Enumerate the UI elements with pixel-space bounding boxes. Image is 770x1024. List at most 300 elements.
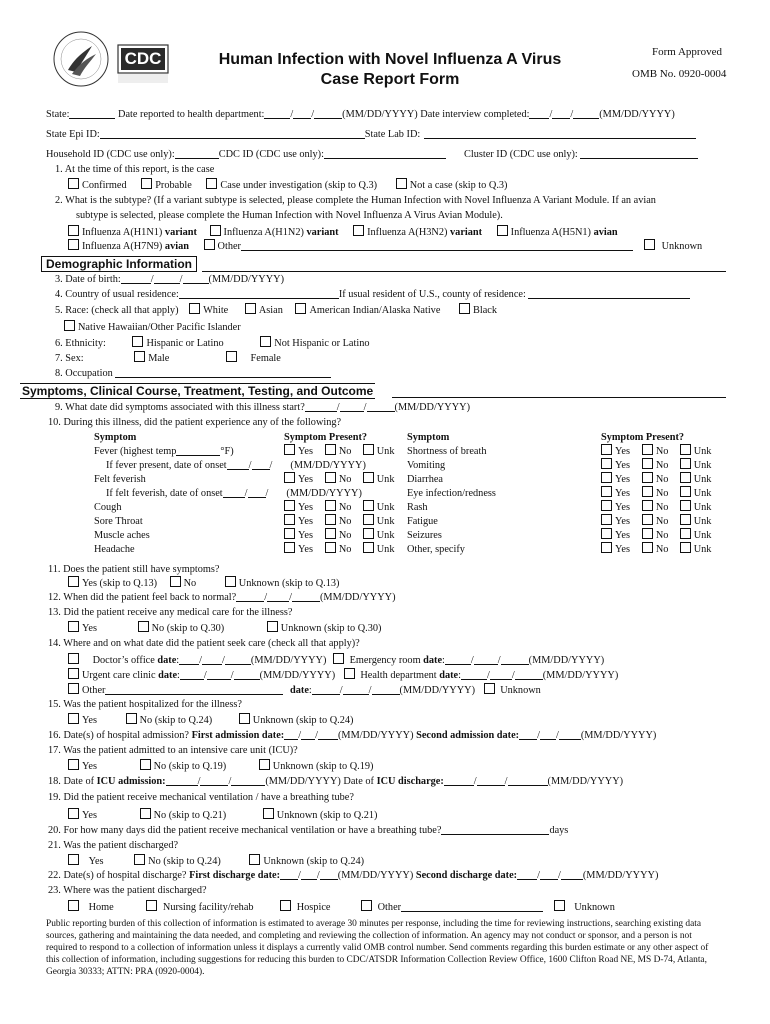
q21-no[interactable]: No (skip to Q.24): [134, 856, 221, 867]
q19-yes[interactable]: Yes: [68, 810, 97, 821]
q16-row: 16. Date(s) of hospital admission? First admission date: / / (MM/DD/YYYY) Second admission date: / / (MM/DD/YYYY): [48, 730, 657, 741]
symptom-table: [92, 430, 722, 556]
col-present: Symptom Present?: [284, 431, 368, 443]
symptom-label: Headache: [94, 543, 135, 555]
q2-other[interactable]: Other: [204, 241, 241, 252]
adm1-yyyy[interactable]: [318, 729, 338, 740]
checkbox[interactable]: [239, 713, 250, 724]
q2-h1n2[interactable]: Influenza A(H1N2) variant: [210, 227, 339, 238]
left-2-no[interactable]: No: [323, 472, 361, 486]
hd-dd[interactable]: [490, 669, 512, 680]
q14-er[interactable]: Emergency room date: / / (MM/DD/YYYY): [333, 655, 604, 666]
q23-home[interactable]: Home: [68, 902, 114, 913]
checkbox[interactable]: [263, 808, 274, 819]
symptom-label-right: Fatigue: [406, 515, 438, 527]
right-3-no[interactable]: No: [640, 486, 678, 500]
checkbox[interactable]: [126, 713, 137, 724]
left-0-yes[interactable]: Yes: [282, 444, 323, 458]
doctor-dd[interactable]: [202, 654, 222, 665]
state-lab-id-field[interactable]: [424, 128, 696, 139]
er-mm[interactable]: [445, 654, 471, 665]
checkbox[interactable]: [363, 542, 374, 553]
checkbox[interactable]: [210, 225, 221, 236]
normal-yyyy[interactable]: [292, 591, 320, 602]
checkbox[interactable]: [680, 472, 691, 483]
checkbox[interactable]: [680, 514, 691, 525]
q22-row: 22. Date(s) of hospital discharge? First discharge date: / / (MM/DD/YYYY) Second discharge date: / / (MM/DD/YYYY): [48, 870, 659, 881]
onset-mm[interactable]: [223, 487, 245, 498]
checkbox[interactable]: [68, 808, 79, 819]
symptom-label-right: Seizures: [406, 529, 442, 541]
checkbox[interactable]: [601, 444, 612, 455]
checkbox[interactable]: [284, 500, 295, 511]
checkbox[interactable]: [68, 178, 79, 189]
left-4-unk[interactable]: Unk: [361, 500, 405, 514]
right-6-yes[interactable]: Yes: [599, 528, 640, 542]
race-aian[interactable]: American Indian/Alaska Native: [295, 305, 440, 316]
right-2-unk[interactable]: Unk: [678, 472, 722, 486]
left-6-no[interactable]: No: [323, 528, 361, 542]
q17-unknown[interactable]: Unknown (skip to Q.19): [259, 761, 374, 772]
checkbox[interactable]: [361, 900, 372, 911]
q18-row: 18. Date of ICU admission: / / (MM/DD/YYYY) Date of ICU discharge: / / (MM/DD/YYYY): [48, 776, 624, 787]
checkbox[interactable]: [642, 514, 653, 525]
onset-yyyy[interactable]: [272, 460, 290, 470]
checkbox[interactable]: [284, 514, 295, 525]
col-present-right: Symptom Present?: [600, 431, 685, 443]
right-4-no[interactable]: No: [640, 500, 678, 514]
burden-statement: Public reporting burden of this collection of information is estimated to average 30 minutes per response, including the time for reviewing instructions, searching existing data sources, gathering and maintaining the data needed, and completing and reviewing the collection of information. An agency may not conduct or sponsor, and a person is not required to respond to a collection of information unless it displays a currently valid OMB control number. Send comments regarding this burden estimate or any other aspect of this collection of information, including suggestions for reducing this burden to CDC/ATSDR Information Collection Review Office, 1600 Clifton Road NE, MS D-74, Atlanta, Georgia 30333; ATTN: PRA (0920-0004).: [46, 919, 709, 977]
q23-unknown[interactable]: Unknown: [554, 902, 615, 913]
checkbox[interactable]: [68, 759, 79, 770]
normal-dd[interactable]: [267, 591, 289, 602]
checkbox[interactable]: [644, 239, 655, 250]
er-yyyy[interactable]: [501, 654, 529, 665]
checkbox[interactable]: [225, 576, 236, 587]
checkbox[interactable]: [680, 500, 691, 511]
checkbox[interactable]: [146, 900, 157, 911]
icu-dis-mm[interactable]: [444, 775, 474, 786]
symptom-label-right: Eye infection/redness: [406, 487, 496, 499]
race-asian[interactable]: Asian: [245, 305, 283, 316]
q2-unknown[interactable]: Unknown: [644, 241, 703, 252]
table-row: [92, 528, 722, 542]
checkbox[interactable]: [134, 854, 145, 865]
checkbox[interactable]: [140, 808, 151, 819]
checkbox[interactable]: [68, 576, 79, 587]
date-reported-field[interactable]: [264, 108, 290, 119]
q14-unknown[interactable]: Unknown: [484, 685, 541, 696]
q2-h1n1[interactable]: Influenza A(H1N1) variant: [68, 227, 197, 238]
symptom-label: Felt feverish: [94, 473, 146, 485]
checkbox[interactable]: [280, 900, 291, 911]
race-black[interactable]: Black: [459, 305, 497, 316]
adm1-mm[interactable]: [284, 729, 298, 740]
left-4-no[interactable]: No: [323, 500, 361, 514]
q19-text: 19. Did the patient receive mechanical ventilation / have a breathing tube?: [48, 792, 354, 803]
icu-adm-yyyy[interactable]: [231, 775, 265, 786]
q21-options: [68, 854, 364, 868]
icu-dis-yyyy[interactable]: [508, 775, 548, 786]
left-6-yes[interactable]: Yes: [282, 528, 323, 542]
checkbox[interactable]: [459, 303, 470, 314]
q11-unknown[interactable]: Unknown (skip to Q.13): [225, 578, 340, 589]
checkbox[interactable]: [138, 621, 149, 632]
occupation-field[interactable]: [115, 367, 331, 378]
right-6-no[interactable]: No: [640, 528, 678, 542]
onset-yyyy[interactable]: [268, 488, 286, 498]
checkbox[interactable]: [554, 900, 565, 911]
symptom-onset-date: If fever present, date of onset / / (MM/DD/YYYY): [106, 459, 366, 471]
right-1-unk[interactable]: Unk: [678, 458, 722, 472]
q13-no[interactable]: No (skip to Q.30): [138, 623, 225, 634]
checkbox[interactable]: [245, 303, 256, 314]
checkbox[interactable]: [484, 683, 495, 694]
page-title: [180, 50, 600, 90]
household-id-field[interactable]: [175, 148, 219, 159]
table-row: [92, 500, 722, 514]
right-4-unk[interactable]: Unk: [678, 500, 722, 514]
q3-row: 3. Date of birth: / / (MM/DD/YYYY): [55, 274, 285, 285]
sex-female[interactable]: Female: [226, 353, 281, 364]
q2-line2: subtype is selected, please complete the Human Infection with Novel Influenza A Virus Avian Module).: [76, 210, 503, 221]
dob-yyyy[interactable]: [183, 273, 209, 284]
right-4-yes[interactable]: Yes: [599, 500, 640, 514]
icu-adm-mm[interactable]: [166, 775, 198, 786]
highest-temp-field[interactable]: [176, 445, 220, 456]
q15-options: [68, 713, 353, 727]
q15-unknown[interactable]: Unknown (skip to Q.24): [239, 715, 354, 726]
section-symptoms: Symptoms, Clinical Course, Treatment, Testing, and Outcome: [22, 384, 374, 398]
date-reported-dd[interactable]: [293, 108, 311, 119]
checkbox[interactable]: [601, 514, 612, 525]
q8-row: 8. Occupation: [55, 367, 331, 380]
q11-options: [68, 576, 339, 590]
q19-no[interactable]: No (skip to Q.21): [140, 810, 227, 821]
q21-unknown[interactable]: Unknown (skip to Q.24): [249, 856, 364, 867]
left-5-no[interactable]: No: [323, 514, 361, 528]
section-demographic: Demographic Information: [41, 256, 197, 272]
symptom-label-right: Vomiting: [406, 459, 446, 471]
county-field[interactable]: [528, 288, 690, 299]
q23-hospice[interactable]: Hospice: [280, 902, 330, 913]
q15-yes[interactable]: Yes: [68, 715, 97, 726]
left-5-unk[interactable]: Unk: [361, 514, 405, 528]
checkbox[interactable]: [601, 472, 612, 483]
q2-row1: [68, 225, 618, 239]
date-interview-yyyy[interactable]: [573, 108, 599, 119]
right-6-unk[interactable]: Unk: [678, 528, 722, 542]
q13-options: [68, 621, 381, 635]
checkbox[interactable]: [601, 500, 612, 511]
checkbox[interactable]: [642, 528, 653, 539]
onset-mm[interactable]: [227, 459, 249, 470]
q15-no[interactable]: No (skip to Q.24): [126, 715, 213, 726]
dis1-yyyy[interactable]: [320, 869, 338, 880]
adm1-dd[interactable]: [301, 729, 315, 740]
q13-text: 13. Did the patient receive any medical care for the illness?: [48, 607, 293, 618]
row-household: Household ID (CDC use only): CDC ID (CDC use only): Cluster ID (CDC use only):: [46, 148, 698, 161]
checkbox[interactable]: [189, 303, 200, 314]
checkbox[interactable]: [68, 900, 79, 911]
table-row: [92, 458, 722, 472]
adm2-yyyy[interactable]: [559, 729, 581, 740]
checkbox[interactable]: [333, 653, 344, 664]
cluster-id-field[interactable]: [580, 148, 698, 159]
checkbox[interactable]: [363, 444, 374, 455]
left-4-yes[interactable]: Yes: [282, 500, 323, 514]
right-2-yes[interactable]: Yes: [599, 472, 640, 486]
checkbox[interactable]: [680, 542, 691, 553]
vent-days-field[interactable]: [441, 824, 549, 835]
ethnicity-not-hispanic[interactable]: Not Hispanic or Latino: [260, 338, 369, 349]
checkbox[interactable]: [396, 178, 407, 189]
hd-mm[interactable]: [461, 669, 487, 680]
onset-yyyy[interactable]: [367, 401, 395, 412]
checkbox[interactable]: [260, 336, 271, 347]
checkbox[interactable]: [363, 528, 374, 539]
checkbox[interactable]: [226, 351, 237, 362]
checkbox[interactable]: [140, 759, 151, 770]
checkbox[interactable]: [325, 500, 336, 511]
checkbox[interactable]: [353, 225, 364, 236]
q15-text: 15. Was the patient hospitalized for the illness?: [48, 699, 243, 710]
checkbox[interactable]: [68, 225, 79, 236]
onset-mm[interactable]: [305, 401, 337, 412]
checkbox[interactable]: [344, 668, 355, 679]
q21-yes[interactable]: Yes: [68, 856, 104, 867]
checkbox[interactable]: [68, 621, 79, 632]
section-rule: [392, 397, 726, 398]
q2-line1: 2. What is the subtype? (If a variant subtype is selected, please complete the Human Infection with Novel Influenza A Variant Module. If an avian: [55, 195, 656, 206]
checkbox[interactable]: [680, 528, 691, 539]
q2-h3n2[interactable]: Influenza A(H3N2) variant: [353, 227, 482, 238]
cdc-id-field[interactable]: [324, 148, 446, 159]
q2-h5n1[interactable]: Influenza A(H5N1) avian: [497, 227, 618, 238]
symptom-label: Cough: [94, 501, 122, 513]
hhs-seal-logo: [52, 30, 110, 88]
checkbox[interactable]: [68, 653, 79, 664]
checkbox[interactable]: [497, 225, 508, 236]
q4-row: 4. Country of usual residence: If usual resident of U.S., county of residence:: [55, 288, 690, 301]
checkbox[interactable]: [642, 500, 653, 511]
row-epi: State Epi ID: State Lab ID:: [46, 128, 696, 141]
dis2-dd[interactable]: [540, 869, 558, 880]
ethnicity-hispanic[interactable]: Hispanic or Latino: [132, 338, 223, 349]
checkbox[interactable]: [170, 576, 181, 587]
checkbox[interactable]: [68, 668, 79, 679]
checkbox[interactable]: [206, 178, 217, 189]
q14-other-field[interactable]: [105, 684, 283, 695]
onset-dd[interactable]: [248, 487, 266, 498]
checkbox[interactable]: [642, 472, 653, 483]
symptom-onset-date: If felt feverish, date of onset / / (MM/DD/YYYY): [106, 487, 362, 499]
right-7-yes[interactable]: Yes: [599, 542, 640, 556]
q2-other-field[interactable]: [241, 240, 633, 251]
er-dd[interactable]: [474, 654, 498, 665]
checkbox[interactable]: [325, 542, 336, 553]
checkbox[interactable]: [284, 472, 295, 483]
other-mm[interactable]: [312, 684, 340, 695]
symptom-label: Fever (highest temp °F): [94, 445, 234, 457]
q23-other[interactable]: Other: [361, 902, 543, 913]
date-interview-field[interactable]: [529, 108, 549, 119]
q11-no[interactable]: No: [170, 578, 197, 589]
country-field[interactable]: [179, 288, 339, 299]
checkbox[interactable]: [68, 683, 79, 694]
date-interview-dd[interactable]: [552, 108, 570, 119]
checkbox[interactable]: [363, 514, 374, 525]
left-0-unk[interactable]: Unk: [361, 444, 405, 458]
q2-h7n9[interactable]: Influenza A(H7N9) avian: [68, 241, 189, 252]
other-dd[interactable]: [343, 684, 369, 695]
checkbox[interactable]: [134, 351, 145, 362]
dis2-yyyy[interactable]: [561, 869, 583, 880]
checkbox[interactable]: [284, 542, 295, 553]
right-7-no[interactable]: No: [640, 542, 678, 556]
hd-yyyy[interactable]: [515, 669, 543, 680]
checkbox[interactable]: [284, 528, 295, 539]
checkbox[interactable]: [68, 854, 79, 865]
q14-other[interactable]: Other: [68, 685, 283, 696]
q5-row: 5. Race: (check all that apply) White Asian American Indian/Alaska Native Black: [55, 305, 498, 316]
checkbox[interactable]: [141, 178, 152, 189]
checkbox[interactable]: [295, 303, 306, 314]
urgent-dd[interactable]: [207, 669, 231, 680]
checkbox[interactable]: [601, 458, 612, 469]
right-0-no[interactable]: No: [640, 444, 678, 458]
symptom-label-right: Other, specify: [406, 543, 465, 555]
symptom-label: Sore Throat: [94, 515, 143, 527]
q21-text: 21. Was the patient discharged?: [48, 840, 179, 851]
sex-male[interactable]: Male: [134, 353, 169, 364]
icu-adm-dd[interactable]: [200, 775, 228, 786]
checkbox[interactable]: [284, 444, 295, 455]
right-1-no[interactable]: No: [640, 458, 678, 472]
checkbox[interactable]: [325, 444, 336, 455]
normal-mm[interactable]: [236, 591, 264, 602]
doctor-mm[interactable]: [179, 654, 199, 665]
right-0-unk[interactable]: Unk: [678, 444, 722, 458]
left-2-yes[interactable]: Yes: [282, 472, 323, 486]
q1-under-investigation[interactable]: Case under investigation (skip to Q.3): [206, 180, 377, 191]
urgent-yyyy[interactable]: [234, 669, 260, 680]
checkbox[interactable]: [325, 472, 336, 483]
checkbox[interactable]: [325, 514, 336, 525]
right-2-no[interactable]: No: [640, 472, 678, 486]
race-white[interactable]: White: [189, 305, 228, 316]
checkbox[interactable]: [68, 239, 79, 250]
title-line-2: Case Report Form: [320, 71, 460, 88]
q19-unknown[interactable]: Unknown (skip to Q.21): [263, 810, 378, 821]
q2-row2: [68, 239, 702, 253]
other-yyyy[interactable]: [372, 684, 400, 695]
race-nhpi[interactable]: Native Hawaiian/Other Pacific Islander: [64, 320, 241, 334]
q17-no[interactable]: No (skip to Q.19): [140, 761, 227, 772]
checkbox[interactable]: [601, 528, 612, 539]
dis1-dd[interactable]: [301, 869, 317, 880]
checkbox[interactable]: [363, 500, 374, 511]
q14-urgent[interactable]: Urgent care clinic date: / / (MM/DD/YYYY): [68, 670, 335, 681]
adm2-dd[interactable]: [540, 729, 556, 740]
left-6-unk[interactable]: Unk: [361, 528, 405, 542]
adm2-mm[interactable]: [519, 729, 537, 740]
icu-dis-dd[interactable]: [477, 775, 505, 786]
left-7-unk[interactable]: Unk: [361, 542, 405, 556]
right-5-yes[interactable]: Yes: [599, 514, 640, 528]
right-5-no[interactable]: No: [640, 514, 678, 528]
checkbox[interactable]: [68, 713, 79, 724]
state-epi-id-field[interactable]: [100, 128, 365, 139]
right-0-yes[interactable]: Yes: [599, 444, 640, 458]
checkbox[interactable]: [680, 444, 691, 455]
q13-unknown[interactable]: Unknown (skip to Q.30): [267, 623, 382, 634]
state-field[interactable]: [69, 108, 115, 119]
cdc-logo: [117, 44, 169, 84]
q1-confirmed[interactable]: Confirmed: [68, 180, 127, 191]
q23-other-field[interactable]: [401, 901, 543, 912]
checkbox[interactable]: [601, 486, 612, 497]
checkbox[interactable]: [642, 458, 653, 469]
dis1-mm[interactable]: [280, 869, 298, 880]
q17-yes[interactable]: Yes: [68, 761, 97, 772]
q14-health-dept[interactable]: Health department date: / / (MM/DD/YYYY): [344, 670, 619, 681]
form-approved: Form Approved: [652, 46, 722, 58]
checkbox[interactable]: [642, 444, 653, 455]
left-2-unk[interactable]: Unk: [361, 472, 405, 486]
checkbox[interactable]: [249, 854, 260, 865]
checkbox[interactable]: [204, 239, 215, 250]
doctor-yyyy[interactable]: [225, 654, 251, 665]
left-7-yes[interactable]: Yes: [282, 542, 323, 556]
left-7-no[interactable]: No: [323, 542, 361, 556]
right-1-yes[interactable]: Yes: [599, 458, 640, 472]
dob-mm[interactable]: [121, 273, 151, 284]
left-5-yes[interactable]: Yes: [282, 514, 323, 528]
q23-nursing[interactable]: Nursing facility/rehab: [146, 902, 253, 913]
right-7-unk[interactable]: Unk: [678, 542, 722, 556]
checkbox[interactable]: [64, 320, 75, 331]
omb-number: OMB No. 0920-0004: [632, 68, 727, 80]
right-5-unk[interactable]: Unk: [678, 514, 722, 528]
date-reported-yyyy[interactable]: [314, 108, 342, 119]
checkbox[interactable]: [363, 472, 374, 483]
checkbox[interactable]: [259, 759, 270, 770]
right-3-yes[interactable]: Yes: [599, 486, 640, 500]
checkbox[interactable]: [642, 486, 653, 497]
checkbox[interactable]: [642, 542, 653, 553]
checkbox[interactable]: [325, 528, 336, 539]
left-0-no[interactable]: No: [323, 444, 361, 458]
checkbox[interactable]: [132, 336, 143, 347]
q11-yes[interactable]: Yes (skip to Q.13): [68, 578, 157, 589]
checkbox[interactable]: [601, 542, 612, 553]
checkbox[interactable]: [267, 621, 278, 632]
checkbox[interactable]: [680, 458, 691, 469]
q13-yes[interactable]: Yes: [68, 623, 97, 634]
q1-probable[interactable]: Probable: [141, 180, 192, 191]
onset-dd[interactable]: [340, 401, 364, 412]
q14-doctor[interactable]: Doctor’s office date: / / (MM/DD/YYYY): [68, 655, 326, 666]
urgent-mm[interactable]: [180, 669, 204, 680]
dob-dd[interactable]: [154, 273, 180, 284]
checkbox[interactable]: [680, 486, 691, 497]
q1-not-a-case[interactable]: Not a case (skip to Q.3): [396, 180, 508, 191]
onset-dd[interactable]: [252, 459, 270, 470]
dis2-mm[interactable]: [517, 869, 537, 880]
right-3-unk[interactable]: Unk: [678, 486, 722, 500]
q7-row: 7. Sex: Male Female: [55, 353, 281, 364]
